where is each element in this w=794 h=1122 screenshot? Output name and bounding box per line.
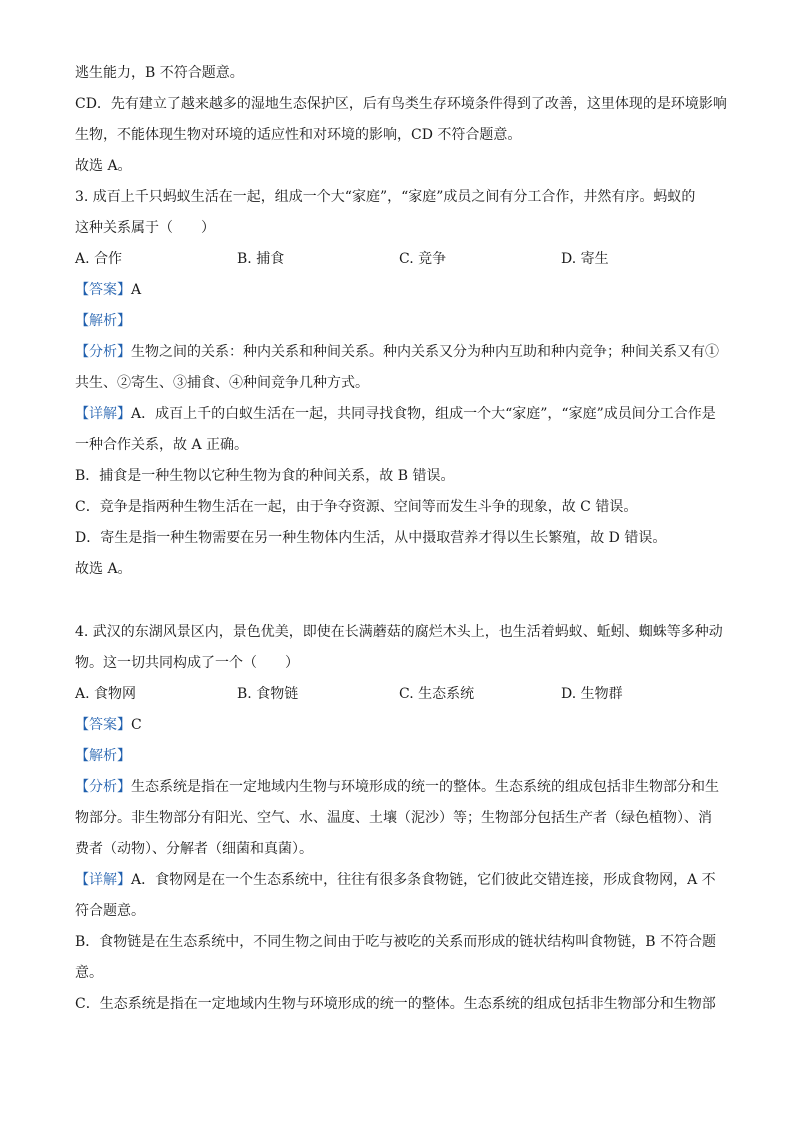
q4-stem-line-2: 物。这一切共同构成了一个（ ）: [75, 655, 299, 671]
q3-stem-line-2: 这种关系属于（ ）: [75, 220, 215, 236]
prev-conclusion: 故选 A。: [75, 158, 132, 174]
q4-answer: [75, 710, 735, 741]
q4-detail-b-line-2: 意。: [75, 965, 103, 981]
q3-detail-d: D．寄生是指一种生物需要在另一种生物体内生活，从中摄取营养才得以生长繁殖，故 D 错误。: [75, 530, 667, 546]
q3-fenxi-line-1: [75, 337, 735, 368]
q4-fenxi-line-1: [75, 772, 735, 803]
q3-detail-b: B．捕食是一种生物以它种生物为食的种间关系，故 B 错误。: [75, 468, 455, 484]
q3-analysis-heading: [75, 306, 735, 337]
prev-line-3: 生物，不能体现生物对环境的适应性和对环境的影响，CD 不符合题意。: [75, 127, 522, 143]
q4-detail-c-line-1: C．生态系统是指在一定地域内生物与环境形成的统一的整体。生态系统的组成包括非生物部分和生物部: [75, 996, 716, 1012]
q4-options: [75, 679, 735, 710]
analysis-tag: 【解析】: [75, 313, 131, 329]
q4-detail-b-line-1: B．食物链是在生态系统中，不同生物之间由于吃与被吃的关系而形成的链状结构叫食物链，B 不符合题: [75, 934, 717, 950]
prev-line-2: CD．先有建立了越来越多的湿地生态保护区，后有鸟类生存环境条件得到了改善，这里体现的是环境影响: [75, 96, 727, 112]
q4-fenxi-line-2: 物部分。非生物部分有阳光、空气、水、温度、土壤（泥沙）等；生物部分包括生产者（绿色植物）、消: [75, 810, 712, 826]
q4-fenxi-line-3: 费者（动物）、分解者（细菌和真菌）。: [75, 841, 313, 857]
fenxi-tag: 【分析】: [75, 779, 131, 795]
q4-analysis-heading: [75, 741, 735, 772]
q4-option-d: D. 生物群: [561, 686, 623, 702]
answer-tag: 【答案】: [75, 717, 131, 733]
detail-text: A．成百上千的白蚁生活在一起，共同寻找食物，组成一个大“家庭”，“家庭”成员间分工合作是: [131, 406, 716, 422]
prev-line-1: 逃生能力，B 不符合题意。: [75, 65, 244, 81]
q3-stem-line-1: 3. 成百上千只蚂蚁生活在一起，组成一个大“家庭”，“家庭”成员之间有分工合作，井然有序。蚂蚁的: [75, 189, 696, 205]
q4-option-a: A. 食物网: [75, 686, 137, 702]
q3-detail-line-2: 一种合作关系，故 A 正确。: [75, 437, 249, 453]
document-page: [75, 58, 735, 1020]
analysis-tag: 【解析】: [75, 748, 131, 764]
detail-tag: 【详解】: [75, 872, 131, 888]
question-gap: [75, 585, 735, 617]
q4-detail-line-2: 符合题意。: [75, 903, 145, 919]
q3-option-b: B. 捕食: [237, 251, 285, 267]
q3-option-d: D. 寄生: [561, 251, 609, 267]
q4-stem-line-1: 4. 武汉的东湖风景区内，景色优美，即使在长满蘑菇的腐烂木头上，也生活着蚂蚁、蚯蚓、蜘蛛等多种动: [75, 624, 723, 640]
q3-conclusion: 故选 A。: [75, 561, 132, 577]
answer-value: A: [131, 282, 142, 298]
q3-answer: [75, 275, 735, 306]
detail-text: A．食物网是在一个生态系统中，往往有很多条食物链，它们彼此交错连接，形成食物网，A 不: [131, 872, 716, 888]
q4-option-c: C. 生态系统: [399, 686, 475, 702]
q3-option-c: C. 竞争: [399, 251, 447, 267]
fenxi-text: 生物之间的关系：种内关系和种间关系。种内关系又分为种内互助和种内竞争；种间关系又有①: [131, 344, 719, 360]
detail-tag: 【详解】: [75, 406, 131, 422]
q3-detail-line-1: [75, 399, 735, 430]
answer-value: C: [131, 717, 142, 733]
q3-option-a: A. 合作: [75, 251, 123, 267]
q3-detail-c: C．竞争是指两种生物生活在一起，由于争夺资源、空间等而发生斗争的现象，故 C 错误。: [75, 499, 638, 515]
q3-fenxi-line-2: 共生、②寄生、③捕食、④种间竞争几种方式。: [75, 375, 369, 391]
fenxi-text: 生态系统是指在一定地域内生物与环境形成的统一的整体。生态系统的组成包括非生物部分和生: [131, 779, 719, 795]
answer-tag: 【答案】: [75, 282, 131, 298]
fenxi-tag: 【分析】: [75, 344, 131, 360]
q4-option-b: B. 食物链: [237, 686, 299, 702]
q3-options: [75, 244, 735, 275]
q4-detail-line-1: [75, 865, 735, 896]
